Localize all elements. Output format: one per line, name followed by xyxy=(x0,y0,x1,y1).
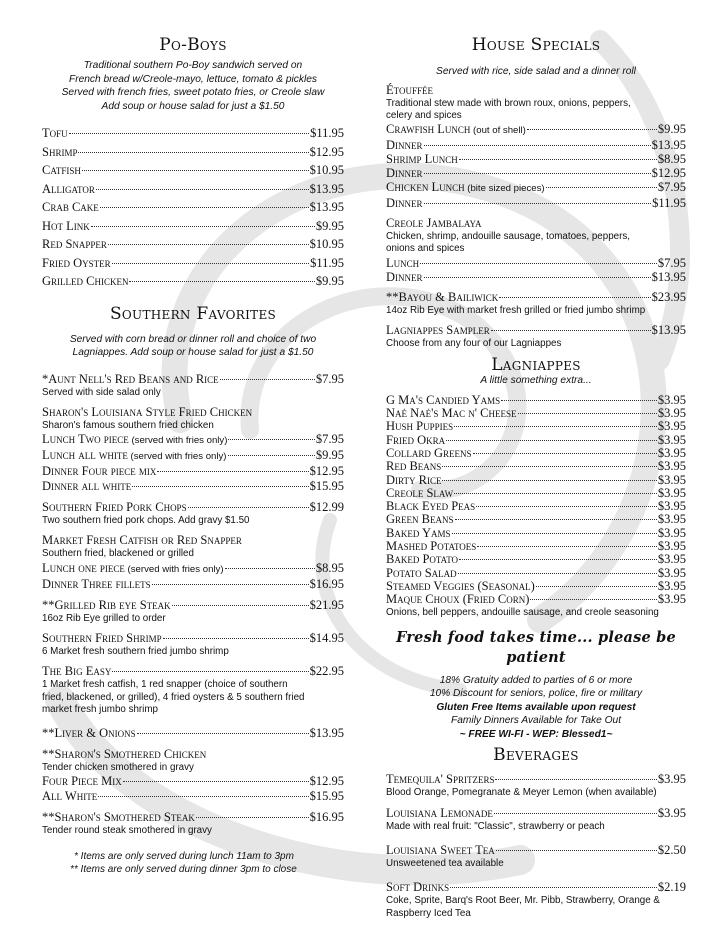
menu-item xyxy=(42,577,344,592)
item-name: Green Beans xyxy=(386,512,454,527)
item-note: (served with fries only) xyxy=(124,563,224,575)
menu-item xyxy=(42,810,344,825)
desc-line: onions and spices xyxy=(386,243,465,255)
item-price: $13.95 xyxy=(651,138,686,153)
item-name-text: Chicken Lunch xyxy=(386,180,465,195)
item-name: Crab Cake xyxy=(42,200,99,214)
menu-item xyxy=(42,235,344,254)
item-description xyxy=(42,679,344,716)
dot-leader xyxy=(458,573,657,574)
dot-leader xyxy=(491,330,651,331)
item-note: (bite sized pieces) xyxy=(464,183,545,195)
item-name: Hot Link xyxy=(42,218,90,233)
dot-leader xyxy=(424,203,652,204)
beverages-title: Beverages xyxy=(493,745,579,766)
item-name: **Grilled Rib eye Steak xyxy=(42,597,171,612)
item-price: $9.95 xyxy=(315,274,344,288)
item-name: All White xyxy=(42,789,98,804)
item-price: $2.19 xyxy=(657,880,686,895)
dot-leader xyxy=(536,586,657,587)
item-name: Southern Fried Shrimp xyxy=(42,630,162,645)
item-name: Shrimp xyxy=(42,144,78,159)
item-name: Dinner xyxy=(386,138,423,153)
item-price: $13.95 xyxy=(651,269,686,284)
desc-line: Traditional stew made with brown roux, onions, peppers, xyxy=(386,97,631,109)
item-name: Lagniappes Sampler xyxy=(386,322,490,337)
item-description: Southern fried, blackened or grilled xyxy=(42,548,194,560)
menu-item xyxy=(42,143,344,162)
dot-leader xyxy=(530,599,656,600)
item-price: $3.95 xyxy=(657,525,686,540)
item-name: Tofu xyxy=(42,126,68,140)
section-header: Sharon's Louisiana Style Fried Chicken xyxy=(42,404,253,419)
menu-item xyxy=(42,774,344,789)
item-name: Red Snapper xyxy=(42,237,107,251)
menu-item xyxy=(386,580,686,593)
item-name: Dinner all white xyxy=(42,479,132,494)
dot-leader xyxy=(527,129,657,130)
menu-item xyxy=(386,166,686,180)
dot-leader xyxy=(450,887,657,888)
item-price: $12.95 xyxy=(309,774,344,789)
item-price: $15.95 xyxy=(309,789,344,804)
dot-leader xyxy=(225,568,315,569)
item-price: $3.95 xyxy=(657,472,686,487)
menu-item xyxy=(386,880,686,895)
item-price: $2.50 xyxy=(657,842,686,857)
menu-item xyxy=(386,394,686,407)
item-price: $12.95 xyxy=(309,144,344,159)
menu-item xyxy=(386,138,686,152)
menu-item xyxy=(386,434,686,447)
dot-leader xyxy=(476,506,657,507)
item-name: Baked Potato xyxy=(386,552,459,567)
item-name: Hush Puppies xyxy=(386,419,454,434)
item-price: $11.95 xyxy=(310,255,344,270)
item-description: Onions, bell peppers, andouille sausage, and creole seasoning xyxy=(386,606,659,618)
dot-leader xyxy=(172,605,309,606)
dot-leader xyxy=(157,471,308,472)
item-price: $11.95 xyxy=(310,126,344,140)
menu-item xyxy=(42,598,344,613)
dot-leader xyxy=(452,533,657,534)
item-name: Grilled Chicken xyxy=(42,274,129,288)
item-name xyxy=(42,432,227,448)
item-price: $16.95 xyxy=(309,576,344,591)
item-name: Louisiana Sweet Tea xyxy=(386,842,495,857)
menu-item xyxy=(386,270,686,284)
dot-leader xyxy=(100,207,309,208)
item-description xyxy=(386,231,686,256)
menu-item xyxy=(386,122,686,138)
item-price: $3.95 xyxy=(657,578,686,593)
menu-item xyxy=(42,272,344,291)
item-name: Creole Slaw xyxy=(386,485,454,500)
item-price: $10.95 xyxy=(309,163,344,177)
menu-item xyxy=(386,447,686,460)
menu-item xyxy=(42,726,344,741)
poboys-list xyxy=(42,124,344,291)
item-description: Served with side salad only xyxy=(42,386,161,398)
item-price: $3.95 xyxy=(657,565,686,580)
menu-item xyxy=(386,256,686,270)
item-price: $12.99 xyxy=(309,500,344,515)
item-price: $3.95 xyxy=(657,485,686,500)
house-specials-title: House Specials xyxy=(471,35,601,55)
dot-leader xyxy=(494,813,657,814)
menu-item xyxy=(42,254,344,273)
desc-line: Coke, Sprite, Barq's Root Beer, Mr. Pibb, Strawberry, Orange & xyxy=(386,895,660,907)
item-name: Alligator xyxy=(42,181,95,196)
lagniappes-subtitle: A little something extra... xyxy=(480,375,592,387)
menu-item xyxy=(42,161,344,180)
dot-leader xyxy=(82,170,309,171)
item-name-text: Lunch Two piece xyxy=(42,432,129,447)
item-name: Red Beans xyxy=(386,459,442,474)
dot-leader xyxy=(454,493,657,494)
menu-item xyxy=(42,561,344,577)
menu-item xyxy=(386,152,686,166)
menu-item xyxy=(386,806,686,821)
item-name: Steamed Veggies (Seasonal) xyxy=(386,578,535,593)
item-name: Collard Greens xyxy=(386,445,472,460)
item-price: $13.95 xyxy=(309,726,344,741)
item-name: Potato Salad xyxy=(386,565,457,580)
item-description: Unsweetened tea available xyxy=(386,857,504,869)
poboys-desc-line: Served with french fries, sweet potato fries, or Creole slaw xyxy=(61,87,325,98)
dot-leader xyxy=(546,187,657,188)
item-name: **Sharon's Smothered Steak xyxy=(42,810,195,825)
menu-item xyxy=(386,500,686,513)
house-description: Served with rice, side salad and a dinner roll xyxy=(436,66,636,77)
menu-item xyxy=(386,553,686,566)
item-price: $22.95 xyxy=(309,664,344,679)
menu-item xyxy=(42,479,344,494)
menu-item xyxy=(386,180,686,196)
item-name: Temequila' Spritzers xyxy=(386,772,495,787)
item-description xyxy=(386,895,686,920)
item-name: Fried Okra xyxy=(386,432,446,447)
item-price: $3.95 xyxy=(657,592,686,607)
menu-item xyxy=(386,843,686,858)
poboys-desc-line: Add soup or house salad for just a $1.50 xyxy=(101,100,285,112)
right-column xyxy=(386,34,686,920)
item-name xyxy=(386,180,545,196)
item-name: Dinner xyxy=(386,166,423,181)
policy-notes xyxy=(386,674,686,742)
item-name: Dinner xyxy=(386,196,423,211)
dot-leader xyxy=(220,379,315,380)
takeout-note: Family Dinners Available for Take Out xyxy=(450,715,622,727)
item-price: $3.95 xyxy=(657,539,686,554)
dot-leader xyxy=(196,817,309,818)
dot-leader xyxy=(495,779,656,780)
item-name: Dinner Three fillets xyxy=(42,576,151,591)
item-price: $10.95 xyxy=(309,237,344,251)
item-note: (served with fries only) xyxy=(128,435,228,447)
menu-item xyxy=(386,290,686,305)
dot-leader xyxy=(132,486,308,487)
menu-item xyxy=(386,540,686,553)
menu-item xyxy=(386,407,686,420)
dot-leader xyxy=(228,455,315,456)
dot-leader xyxy=(473,453,657,454)
item-name: Dirty Rice xyxy=(386,472,442,487)
item-price: $14.95 xyxy=(309,630,344,645)
item-price: $7.95 xyxy=(657,255,686,270)
poboys-title: Po-Boys xyxy=(159,35,227,55)
item-price: $21.95 xyxy=(309,597,344,612)
gluten-free-note: Gluten Free Items available upon request xyxy=(436,701,636,713)
item-name: Catfish xyxy=(42,163,81,177)
item-description xyxy=(386,98,686,123)
item-name: Dinner xyxy=(386,269,423,284)
item-description: Choose from any four of our Lagniappes xyxy=(386,337,562,349)
item-name: **Liver & Onions xyxy=(42,726,136,741)
item-price: $7.95 xyxy=(315,432,344,447)
section-header: Étouffée xyxy=(386,82,433,97)
dot-leader xyxy=(499,297,650,298)
item-description: Tender round steak smothered in gravy xyxy=(42,825,212,837)
item-name xyxy=(386,122,526,138)
item-price: $11.95 xyxy=(652,196,686,211)
item-price: $3.95 xyxy=(657,419,686,434)
southern-description xyxy=(42,333,344,360)
item-price: $3.95 xyxy=(657,392,686,407)
section-header: Market Fresh Catfish or Red Snapper xyxy=(42,533,242,548)
item-description: 6 Market fresh southern fried jumbo shrimp xyxy=(42,645,229,657)
item-price: $3.95 xyxy=(657,512,686,527)
desc-line: market fresh jumbo shrimp xyxy=(42,703,158,715)
dot-leader xyxy=(420,263,657,264)
item-price: $13.95 xyxy=(309,181,344,196)
dot-leader xyxy=(424,173,651,174)
menu-item xyxy=(386,772,686,787)
item-price: $8.95 xyxy=(657,152,686,167)
menu-item xyxy=(386,196,686,210)
dot-leader xyxy=(152,584,309,585)
item-name: Four Piece Mix xyxy=(42,774,122,789)
item-name-text: Lunch one piece xyxy=(42,560,125,575)
item-price: $9.95 xyxy=(657,122,686,137)
item-description: Tender chicken smothered in gravy xyxy=(42,762,194,774)
poboys-description xyxy=(42,59,344,113)
dot-leader xyxy=(228,439,314,440)
item-name: Shrimp Lunch xyxy=(386,152,458,167)
southern-desc-line: Lagniappes. Add soup or house salad for just a $1.50 xyxy=(72,347,314,358)
southern-favorites-title: Southern Favorites xyxy=(109,303,277,324)
wifi-note: ~ FREE WI-FI - WEP: Blessed1~ xyxy=(459,728,613,740)
menu-item xyxy=(42,432,344,448)
item-description: 14oz Rib Eye with market fresh grilled or fried jumbo shrimp xyxy=(386,304,646,316)
item-name: Baked Yams xyxy=(386,525,451,540)
item-price: $12.95 xyxy=(309,464,344,479)
item-price: $3.95 xyxy=(657,772,686,787)
item-name: Naé Naé's Mac n' Cheese xyxy=(386,406,517,421)
lagniappes-title: Lagniappes xyxy=(491,355,581,376)
item-price: $3.95 xyxy=(657,459,686,474)
dot-leader xyxy=(112,671,308,672)
dot-leader xyxy=(91,226,315,227)
dot-leader xyxy=(137,733,309,734)
dot-leader xyxy=(501,400,657,401)
item-name: Louisiana Lemonade xyxy=(386,805,493,820)
desc-line: fried, blackened, or grilled), 4 fried oysters & 5 southern fried xyxy=(42,691,305,703)
item-name: Black Eyed Peas xyxy=(386,499,476,514)
item-price: $13.95 xyxy=(309,200,344,214)
patience-message: Fresh food takes time... please be patient xyxy=(396,628,676,666)
item-note: (served with fries only) xyxy=(127,451,227,463)
item-name: Mashed Potatoes xyxy=(386,539,477,554)
menu-item xyxy=(386,567,686,580)
item-price: $7.95 xyxy=(657,180,686,195)
desc-line: Raspberry Iced Tea xyxy=(386,907,471,919)
dot-leader xyxy=(78,152,308,153)
left-column xyxy=(42,34,344,876)
item-name: Maque Choux (Fried Corn) xyxy=(386,592,530,607)
menu-item xyxy=(42,789,344,804)
menu-item xyxy=(386,527,686,540)
dot-leader xyxy=(69,133,309,134)
item-name: *Aunt Nell's Red Beans and Rice xyxy=(42,371,219,386)
menu-item xyxy=(42,198,344,217)
menu-item xyxy=(386,593,686,606)
section-header: Creole Jambalaya xyxy=(386,216,482,231)
dot-leader xyxy=(96,189,309,190)
item-price: $8.95 xyxy=(315,560,344,575)
menu-item xyxy=(386,460,686,473)
item-name-text: Crawfish Lunch xyxy=(386,122,471,137)
item-price: $16.95 xyxy=(309,810,344,825)
dot-leader xyxy=(129,281,314,282)
dot-leader xyxy=(112,263,309,264)
item-name xyxy=(42,561,224,577)
desc-line: celery and spices xyxy=(386,109,462,121)
item-name: Fried Oyster xyxy=(42,255,111,270)
discount-note: 10% Discount for seniors, police, fire or military xyxy=(429,688,643,700)
item-price: $13.95 xyxy=(651,322,686,337)
dot-leader xyxy=(442,466,657,467)
menu-item xyxy=(386,323,686,338)
item-price: $3.95 xyxy=(657,445,686,460)
desc-line: 1 Market fresh catfish, 1 red snapper (choice of southern xyxy=(42,679,288,691)
footnote-lunch: * Items are only served during lunch 11am to 3pm xyxy=(74,850,294,862)
dot-leader xyxy=(163,638,309,639)
menu-item xyxy=(42,631,344,646)
item-price: $9.95 xyxy=(315,218,344,233)
menu-item xyxy=(42,180,344,199)
item-name: The Big Easy xyxy=(42,664,112,679)
menu-item xyxy=(386,420,686,433)
dot-leader xyxy=(455,519,657,520)
dot-leader xyxy=(424,277,651,278)
dot-leader xyxy=(123,781,309,782)
menu-item xyxy=(386,487,686,500)
item-description: Sharon's famous southern fried chicken xyxy=(42,419,214,431)
item-description: Two southern fried pork chops. Add gravy $1.50 xyxy=(42,515,250,527)
item-name xyxy=(42,448,227,464)
menu-item xyxy=(42,448,344,464)
desc-line: Chicken, shrimp, andouille sausage, tomatoes, peppers, xyxy=(386,231,630,243)
gratuity-note: 18% Gratuity added to parties of 6 or more xyxy=(439,674,633,686)
section-header: **Sharon's Smothered Chicken xyxy=(42,747,207,762)
poboys-desc-line: French bread w/Creole-mayo, lettuce, tomato & pickles xyxy=(68,73,317,85)
item-price: $15.95 xyxy=(309,479,344,494)
footnote-dinner: ** Items are only served during dinner 3pm to close xyxy=(70,863,297,875)
item-description: 16oz Rib Eye grilled to order xyxy=(42,612,166,624)
menu-item xyxy=(42,664,344,679)
menu-item xyxy=(386,513,686,526)
dot-leader xyxy=(98,796,308,797)
item-name: Dinner Four piece mix xyxy=(42,464,157,479)
item-price: $3.95 xyxy=(657,406,686,421)
item-price: $7.95 xyxy=(315,371,344,386)
item-note: (out of shell) xyxy=(470,125,526,137)
dot-leader xyxy=(108,244,309,245)
dot-leader xyxy=(454,426,657,427)
dot-leader xyxy=(477,546,657,547)
menu-item xyxy=(386,474,686,487)
item-name-text: Lunch all white xyxy=(42,448,128,463)
menu-item xyxy=(42,124,344,143)
item-price: $3.95 xyxy=(657,552,686,567)
item-price: $3.95 xyxy=(657,499,686,514)
item-price: $3.95 xyxy=(657,805,686,820)
lagniappes-list xyxy=(386,394,686,607)
item-name: Lunch xyxy=(386,255,420,270)
dot-leader xyxy=(518,413,657,414)
dot-leader xyxy=(188,507,309,508)
item-description: Blood Orange, Pomegranate & Meyer Lemon (when available) xyxy=(386,787,657,799)
item-description: Made with real fruit: "Classic", strawberry or peach xyxy=(386,820,605,832)
item-price: $9.95 xyxy=(315,448,344,463)
item-name: G Ma's Candied Yams xyxy=(386,392,501,407)
menu-item xyxy=(42,464,344,479)
menu-item xyxy=(42,500,344,515)
item-name: Southern Fried Pork Chops xyxy=(42,500,187,515)
menu-item xyxy=(42,372,344,387)
item-price: $12.95 xyxy=(651,166,686,181)
dot-leader xyxy=(446,440,657,441)
item-name: **Bayou & Bailiwick xyxy=(386,289,499,304)
southern-desc-line: Served with corn bread or dinner roll and choice of two xyxy=(69,333,317,345)
item-name: Soft Drinks xyxy=(386,880,450,895)
dot-leader xyxy=(459,159,657,160)
item-price: $3.95 xyxy=(657,432,686,447)
dot-leader xyxy=(459,559,657,560)
dot-leader xyxy=(424,145,651,146)
dot-leader xyxy=(496,850,657,851)
poboys-desc-line: Traditional southern Po-Boy sandwich served on xyxy=(83,60,303,71)
menu-item xyxy=(42,217,344,236)
dot-leader xyxy=(442,480,656,481)
item-price: $23.95 xyxy=(651,289,686,304)
